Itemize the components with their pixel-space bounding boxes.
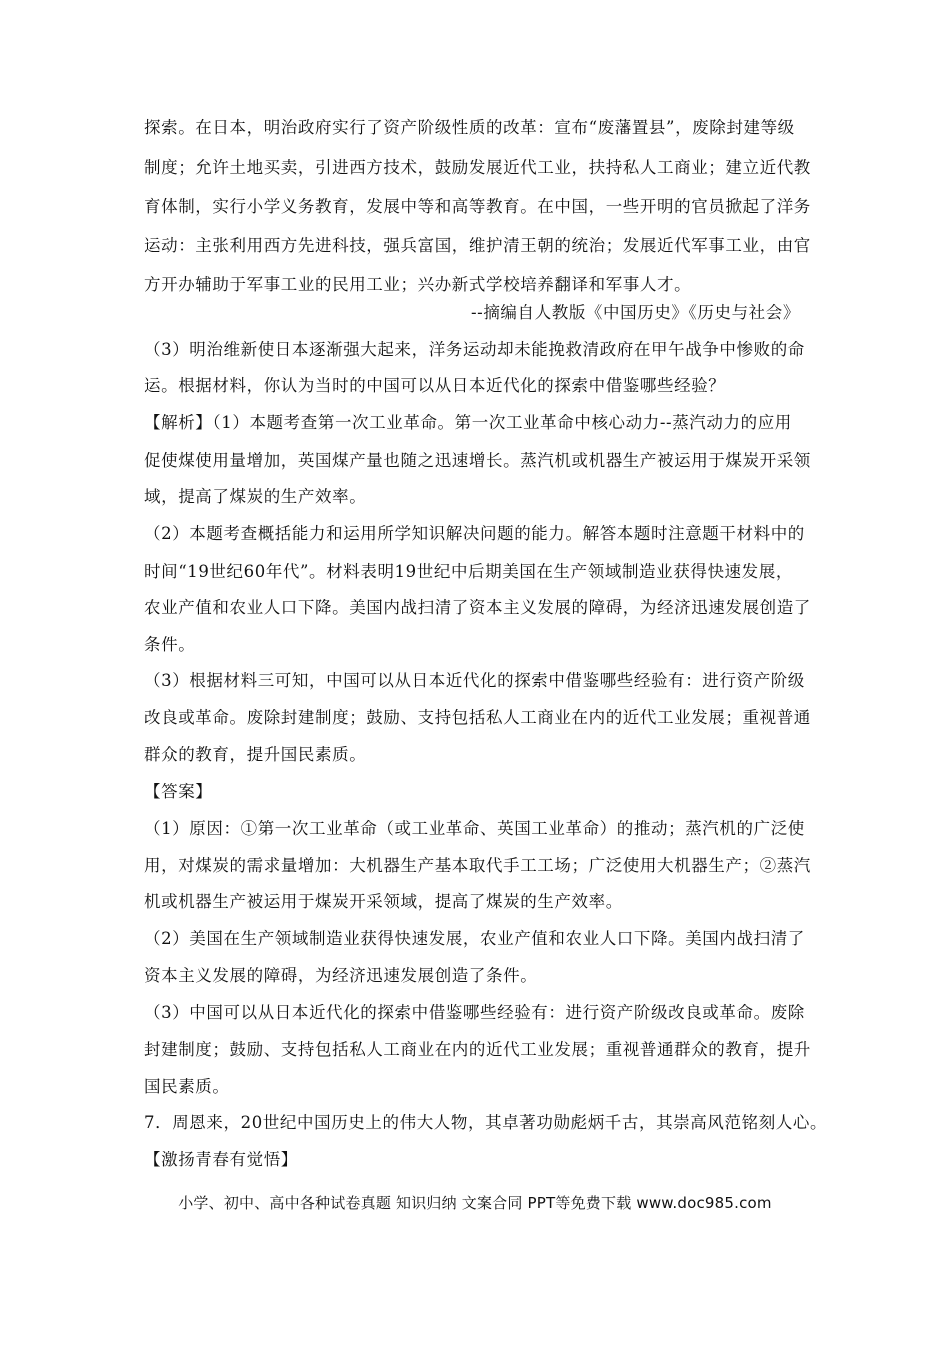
answer-heading: 【答案】 <box>144 782 213 801</box>
body-line: 制度；允许土地买卖，引进西方技术，鼓励发展近代工业，扶持私人工商业；建立近代教 <box>144 158 811 177</box>
source-attribution: --摘编自人教版《中国历史》《历史与社会》 <box>470 303 800 322</box>
body-line: （1）原因：①第一次工业革命（或工业革命、英国工业革命）的推动；蒸汽机的广泛使 <box>144 819 805 838</box>
body-line: 封建制度；鼓励、支持包括私人工商业在内的近代工业发展；重视普通群众的教育，提升 <box>144 1040 811 1059</box>
body-line: 农业产值和农业人口下降。美国内战扫清了资本主义发展的障碍，为经济迅速发展创造了 <box>144 598 811 617</box>
section-heading: 【激扬青春有觉悟】 <box>144 1150 298 1169</box>
body-line: （3）根据材料三可知，中国可以从日本近代化的探索中借鉴哪些经验有：进行资产阶级 <box>144 671 805 690</box>
body-line: 资本主义发展的障碍，为经济迅速发展创造了条件。 <box>144 966 538 985</box>
question-3: （3）明治维新使日本逐渐强大起来，洋务运动却未能挽救清政府在甲午战争中惨败的命 <box>144 340 805 359</box>
body-line: （3）中国可以从日本近代化的探索中借鉴哪些经验有：进行资产阶级改良或革命。废除 <box>144 1003 805 1022</box>
body-line: 机或机器生产被运用于煤炭开采领域，提高了煤炭的生产效率。 <box>144 892 623 911</box>
body-line: 用，对煤炭的需求量增加：大机器生产基本取代手工工场；广泛使用大机器生产；②蒸汽 <box>144 856 811 875</box>
page-footer: 小学、初中、高中各种试卷真题 知识归纳 文案合同 PPT等免费下载 www.doc985.com <box>178 1194 772 1212</box>
body-line: （2）本题考查概括能力和运用所学知识解决问题的能力。解答本题时注意题干材料中的 <box>144 524 805 543</box>
body-line: 促使煤使用量增加，英国煤产量也随之迅速增长。蒸汽机或机器生产被运用于煤炭开采领 <box>144 451 811 470</box>
body-line: 运。根据材料，你认为当时的中国可以从日本近代化的探索中借鉴哪些经验？ <box>144 376 726 395</box>
body-line: 国民素质。 <box>144 1077 230 1096</box>
body-line: 方开办辅助于军事工业的民用工业；兴办新式学校培养翻译和军事人才。 <box>144 275 692 294</box>
body-line: 运动：主张利用西方先进科技，强兵富国，维护清王朝的统治；发展近代军事工业，由官 <box>144 236 811 255</box>
body-line: 群众的教育，提升国民素质。 <box>144 745 367 764</box>
body-line: 条件。 <box>144 635 196 654</box>
body-line: 探索。在日本，明治政府实行了资产阶级性质的改革：宣布“废藩置县”，废除封建等级 <box>144 118 795 137</box>
question-7: 7．周恩来，20世纪中国历史上的伟大人物，其卓著功勋彪炳千古，其崇高风范铭刻人心。 <box>144 1113 828 1132</box>
body-line: 域，提高了煤炭的生产效率。 <box>144 487 367 506</box>
analysis-heading-line: 【解析】（1）本题考查第一次工业革命。第一次工业革命中核心动力--蒸汽动力的应用 <box>144 413 792 432</box>
body-line: 育体制，实行小学义务教育，发展中等和高等教育。在中国，一些开明的官员掀起了洋务 <box>144 197 811 216</box>
body-line: （2）美国在生产领域制造业获得快速发展，农业产值和农业人口下降。美国内战扫清了 <box>144 929 805 948</box>
body-line: 时间“19世纪60年代”。材料表明19世纪中后期美国在生产领域制造业获得快速发展， <box>144 562 793 581</box>
body-line: 改良或革命。废除封建制度；鼓励、支持包括私人工商业在内的近代工业发展；重视普通 <box>144 708 811 727</box>
